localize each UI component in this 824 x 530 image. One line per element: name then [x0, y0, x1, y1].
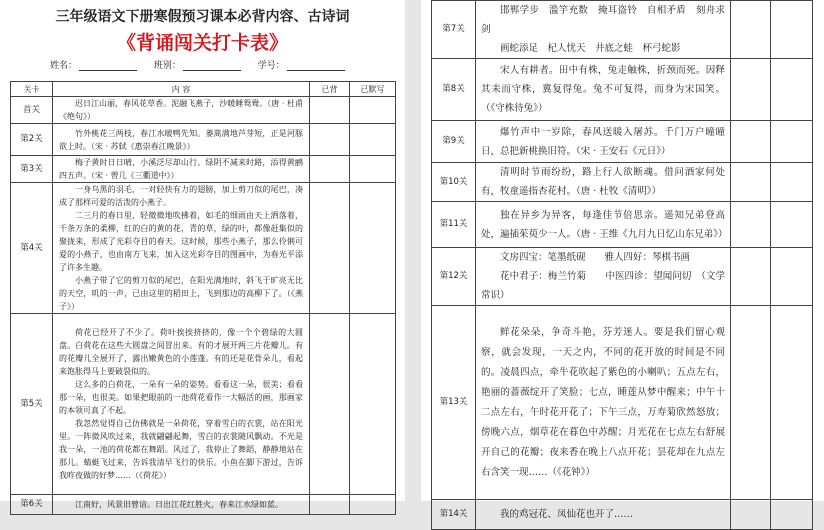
dictation-checkbox-cell[interactable] [350, 97, 396, 124]
content-paragraph: 荷花已经开了不少了。荷叶挨挨挤挤的，像一个个碧绿的大圆盘。白荷花在这些大圆盘之间冒出来。有的才展开两三片花瓣儿。有的花瓣儿全展开了，露出嫩黄色的小莲蓬。有的还是花骨朵儿，看起来饱胀得马上要破裂似的。 [59, 328, 303, 376]
dictation-checkbox-cell[interactable] [350, 156, 396, 183]
content-cell [476, 500, 731, 530]
dictation-checkbox-cell[interactable] [771, 1, 813, 59]
level-cell: 第3关 [11, 156, 53, 183]
header-level: 关卡 [11, 82, 53, 97]
document-page-right [421, 0, 824, 520]
done-checkbox-cell[interactable] [310, 495, 350, 515]
recitation-table-left [10, 81, 396, 515]
class-blank[interactable] [183, 61, 241, 71]
content-paragraph: 小燕子带了它的剪刀似的尾巴，在阳光满地时，斜飞于旷亮无比的天空，叽的一声，已由这里的稻田上，飞到那边的高柳下了。（《燕子》） [59, 276, 303, 311]
dictation-checkbox-cell[interactable] [771, 500, 813, 530]
content-paragraph: 江南好，风景旧曾谙。日出江花红胜火，春来江水绿如蓝。 [75, 500, 283, 509]
dictation-checkbox-cell[interactable] [350, 124, 396, 156]
dictation-checkbox-cell[interactable] [350, 314, 396, 495]
dictation-checkbox-cell[interactable] [771, 202, 813, 248]
table-row [11, 124, 396, 156]
table-row [11, 97, 396, 124]
done-checkbox-cell[interactable] [731, 1, 771, 59]
table-header-row [11, 82, 396, 97]
content-paragraph: 宋人有耕者。田中有株，兔走触株，折颈而死。因释其耒而守株，冀复得兔。兔不可复得，而身为宋国笑。（《守株待兔》） [481, 65, 725, 114]
table-row [432, 248, 813, 306]
level-cell: 第14关 [432, 500, 476, 530]
content-paragraph: 邯郸学步 滥竽充数 掩耳盗铃 自相矛盾 刻舟求剑 [481, 5, 725, 35]
content-paragraph: 文房四宝：笔墨纸砚 雅人四好：琴棋书画 [500, 252, 691, 263]
done-checkbox-cell[interactable] [310, 314, 350, 495]
level-cell: 第11关 [432, 202, 476, 248]
document-subtitle: 《背诵闯关打卡表》 [116, 32, 288, 54]
done-checkbox-cell[interactable] [731, 248, 771, 306]
done-checkbox-cell[interactable] [731, 306, 771, 500]
student-info-fields [50, 58, 359, 71]
content-paragraph: 我的鸡冠花、凤仙花也开了…… [500, 509, 634, 520]
class-label: 班别： [153, 61, 181, 71]
level-cell: 第9关 [432, 121, 476, 163]
content-cell [53, 183, 310, 314]
table-row [432, 500, 813, 530]
header-content: 内 容 [53, 82, 310, 97]
content-paragraph: 梅子黄时日日晴，小溪泛尽却山行。绿阴不减来时路，添得黄鹂四五声。（宋 · 曾几《三衢道中》） [59, 158, 303, 180]
content-cell [476, 202, 731, 248]
table-row [432, 1, 813, 59]
header-done: 已背 [310, 82, 350, 97]
document-page-left [0, 0, 405, 509]
content-cell [53, 124, 310, 156]
content-cell [53, 156, 310, 183]
dictation-checkbox-cell[interactable] [350, 495, 396, 515]
level-cell: 第5关 [11, 314, 53, 495]
content-paragraph: 一身乌黑的羽毛，一对轻快有力的翅膀，加上剪刀似的尾巴，凑成了那样可爱的活泼的小燕子。 [59, 185, 303, 207]
header-check: 已默写 [350, 82, 396, 97]
done-checkbox-cell[interactable] [310, 97, 350, 124]
dictation-checkbox-cell[interactable] [771, 163, 813, 202]
content-cell [476, 1, 731, 59]
table-row [11, 314, 396, 495]
document-title: 三年级语文下册寒假预习课本必背内容、古诗词 [55, 9, 350, 25]
table-row [11, 156, 396, 183]
content-paragraph: 花中君子：梅兰竹菊 中医四诊：望闻问切 （文学常识） [481, 271, 725, 301]
name-label: 姓名： [50, 61, 78, 71]
content-cell [476, 59, 731, 121]
level-cell: 第12关 [432, 248, 476, 306]
table-row [432, 306, 813, 500]
content-cell [53, 314, 310, 495]
level-cell: 第6关 [11, 495, 53, 515]
name-blank[interactable] [79, 61, 137, 71]
content-paragraph: 竹外桃花三两枝，春江水暖鸭先知。蒌蒿满地芦芽短，正是河豚欲上时。（宋 · 苏轼《惠崇春江晚景》） [59, 128, 303, 151]
table-row [432, 121, 813, 163]
level-cell: 第4关 [11, 183, 53, 314]
content-paragraph: 清明时节雨纷纷，路上行人欲断魂。借问酒家何处有，牧童遥指杏花村。（唐 · 杜牧《清明》） [481, 167, 725, 197]
content-paragraph: 独在异乡为异客，每逢佳节倍思亲。遥知兄弟登高处，遍插茱萸少一人。（唐 · 王维《九月九日忆山东兄弟》） [481, 209, 728, 240]
content-cell [53, 495, 310, 515]
table-row [432, 163, 813, 202]
level-cell: 首关 [11, 97, 53, 124]
level-cell: 第2关 [11, 124, 53, 156]
done-checkbox-cell[interactable] [731, 202, 771, 248]
content-paragraph: 爆竹声中一岁除，春风送暖入屠苏。千门万户曈曈日，总把新桃换旧符。（宋 · 王安石《元日》） [481, 126, 725, 157]
table-row [11, 495, 396, 515]
level-cell: 第10关 [432, 163, 476, 202]
done-checkbox-cell[interactable] [731, 59, 771, 121]
dictation-checkbox-cell[interactable] [771, 306, 813, 500]
content-paragraph: 迟日江山丽，春风花草香。泥融飞燕子，沙暖睡鸳鸯。（唐 · 杜甫《绝句》） [59, 99, 303, 121]
dictation-checkbox-cell[interactable] [771, 248, 813, 306]
done-checkbox-cell[interactable] [731, 121, 771, 163]
level-cell: 第7关 [432, 1, 476, 59]
content-paragraph: 二三月的春日里，轻微微地吹拂着，如毛的细雨由天上洒落着，千条万条的柔柳，红的白的黄的花，青的草，绿的叶，都像赶集似的聚拢来，形成了光彩夺目的春天。这时候，那些小燕子，那么伶俐可爱的小燕子，也由南方飞来，加入这光彩夺目的图画中，为春光平添了许多生趣。 [59, 211, 303, 272]
done-checkbox-cell[interactable] [310, 183, 350, 314]
content-paragraph: 我忽然觉得自己仿佛就是一朵荷花，穿着雪白的衣裳，站在阳光里。一阵微风吹过来，我就翩翩起舞，雪白的衣裳随风飘动。不光是我一朵，一池的荷花都在舞蹈。风过了，我停止了舞蹈，静静地站在那儿。蜻蜓飞过来，告诉我清早飞行的快乐。小鱼在脚下游过，告诉我昨夜做的好梦……（《荷花》） [59, 419, 303, 480]
table-row [432, 202, 813, 248]
table-row [11, 183, 396, 314]
dictation-checkbox-cell[interactable] [771, 121, 813, 163]
dictation-checkbox-cell[interactable] [350, 183, 396, 314]
number-blank[interactable] [287, 61, 345, 71]
content-paragraph: 画蛇添足 杞人忧天 井底之蛙 杯弓蛇影 [500, 43, 681, 54]
content-cell [476, 248, 731, 306]
content-cell [53, 97, 310, 124]
content-paragraph: 鲜花朵朵，争奇斗艳，芬芳迷人。要是我们留心观察，就会发现，一天之内，不同的花开放的时间是不同的。凌晨四点，牵牛花吹起了紫色的小喇叭；五点左右，艳丽的蔷薇绽开了笑脸；七点，睡莲从梦中醒来；中午十二点左右，午时花开花了；下午三点，万寿菊欣然怒放；傍晚六点，烟草花在暮色中苏醒；月光花在七点左右舒展开自己的花瓣；夜来香在晚上八点开花；昙花却在九点左右含笑一现……（《花钟》） [481, 326, 725, 478]
level-cell: 第8关 [432, 59, 476, 121]
level-cell: 第13关 [432, 306, 476, 500]
done-checkbox-cell[interactable] [310, 156, 350, 183]
done-checkbox-cell[interactable] [310, 124, 350, 156]
content-paragraph: 这么多的白荷花，一朵有一朵的姿势。看看这一朵，很美；看看那一朵，也很美。如果把眼前的一池荷花看作一大幅活的画，那画家的本领可真了不起。 [59, 380, 303, 415]
recitation-table-right [431, 0, 813, 530]
done-checkbox-cell[interactable] [731, 500, 771, 530]
dictation-checkbox-cell[interactable] [771, 59, 813, 121]
number-label: 学号： [257, 61, 285, 71]
content-cell [476, 306, 731, 500]
done-checkbox-cell[interactable] [731, 163, 771, 202]
content-cell [476, 121, 731, 163]
table-row [432, 59, 813, 121]
content-cell [476, 163, 731, 202]
